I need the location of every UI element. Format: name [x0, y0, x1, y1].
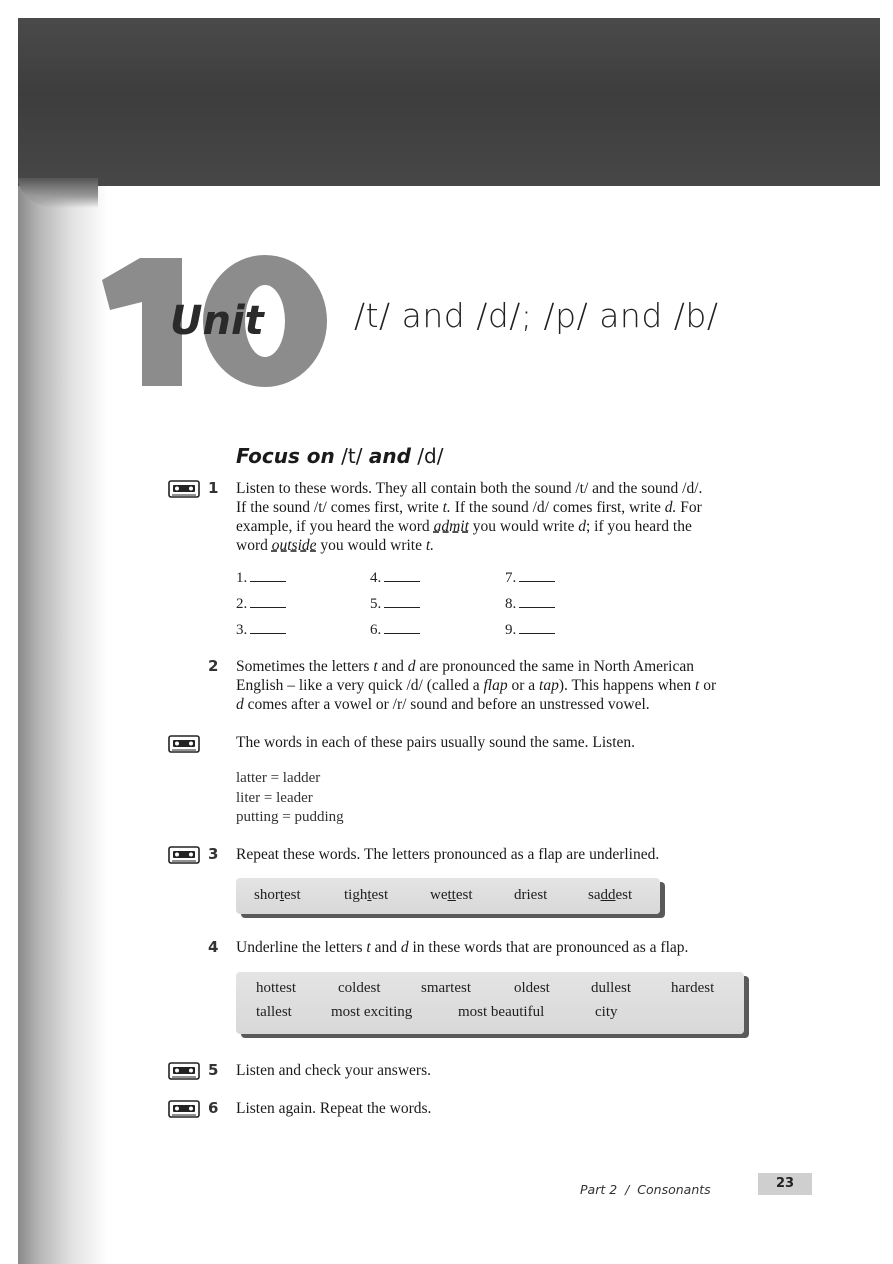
exercise-5-number: 5	[208, 1061, 219, 1079]
exercise-3-number: 3	[208, 845, 219, 863]
answer-blank[interactable]: 2.	[236, 596, 286, 613]
cassette-icon[interactable]	[168, 480, 200, 498]
unit-title: /t/ and /d/; /p/ and /b/	[354, 296, 719, 335]
exercise-6-number: 6	[208, 1099, 219, 1117]
exercise-3-instructions: Repeat these words. The letters pronounced as a flap are underlined.	[236, 846, 660, 863]
exercise-4-word-box	[236, 972, 744, 1034]
unit-label: Unit	[170, 298, 264, 344]
and-word: and	[368, 444, 411, 468]
flap-word: wettest	[430, 887, 473, 903]
flap-word: driest	[514, 887, 548, 903]
answer-blank[interactable]: 4.	[370, 570, 420, 587]
exercise-5-instructions: Listen and check your answers.	[236, 1062, 431, 1079]
ex1-line4: word outside you would write t.	[236, 537, 435, 554]
word-item[interactable]: most exciting	[331, 1004, 413, 1020]
cassette-icon[interactable]	[168, 1062, 200, 1080]
unit-badge	[100, 250, 340, 390]
answer-blank[interactable]: 9.	[505, 622, 555, 639]
exercise-4-instructions: Underline the letters t and d in these words that are pronounced as a flap.	[236, 939, 689, 956]
top-dark-band	[18, 18, 880, 186]
word-item[interactable]: dullest	[591, 980, 631, 996]
focus-prefix: Focus on	[236, 444, 335, 468]
flap-word: saddest	[588, 887, 633, 903]
ex1-line2: If the sound /t/ comes first, write t. If the sound /d/ comes first, write d. For	[236, 499, 702, 516]
answer-blank[interactable]: 5.	[370, 596, 420, 613]
word-item[interactable]: oldest	[514, 980, 550, 996]
book-spine-shadow	[18, 186, 108, 1264]
answer-blank[interactable]: 1.	[236, 570, 286, 587]
cassette-icon[interactable]	[168, 735, 200, 753]
word-item[interactable]: hardest	[671, 980, 715, 996]
ex2-line3: d comes after a vowel or /r/ sound and before an unstressed vowel.	[236, 696, 650, 713]
ex2-line2: English – like a very quick /d/ (called a flap or a tap). This happens when t or	[236, 677, 717, 694]
word-item[interactable]: city	[595, 1004, 618, 1020]
d-sound: /d/	[417, 444, 444, 468]
cassette-icon[interactable]	[168, 1100, 200, 1118]
word-pairs-list	[236, 769, 344, 828]
ex2-line1: Sometimes the letters t and d are pronounced the same in North American	[236, 658, 695, 675]
word-item[interactable]: tallest	[256, 1004, 292, 1020]
list-item: latter = ladder	[236, 770, 321, 786]
answer-blank[interactable]: 3.	[236, 622, 286, 639]
exercise-3-word-box	[236, 878, 660, 914]
exercise-4-number: 4	[208, 938, 219, 956]
list-item: liter = leader	[236, 789, 313, 806]
flap-word: tightest	[344, 887, 389, 903]
word-item[interactable]: most beautiful	[458, 1004, 545, 1020]
word-item[interactable]: coldest	[338, 980, 381, 996]
answer-blank[interactable]: 7.	[505, 570, 555, 587]
answer-blank[interactable]: 6.	[370, 622, 420, 639]
unit-number-graphic	[100, 250, 340, 390]
exercise-6-instructions: Listen again. Repeat the words.	[236, 1100, 432, 1117]
exercise-2-listen-text: The words in each of these pairs usually sound the same. Listen.	[236, 734, 636, 751]
exercise-2-number: 2	[208, 657, 219, 675]
list-item: putting = pudding	[236, 809, 344, 825]
flap-word: shortest	[254, 887, 301, 903]
section-heading	[236, 444, 443, 468]
footer-part-label: Part 2 / Consonants	[580, 1182, 711, 1197]
exercise-2-instructions	[236, 657, 810, 714]
answer-blank[interactable]: 8.	[505, 596, 555, 613]
page-number: 23	[758, 1173, 812, 1195]
t-sound: /t/	[341, 444, 363, 468]
word-item[interactable]: smartest	[421, 980, 471, 996]
exercise-1-instructions	[236, 479, 810, 555]
cassette-icon[interactable]	[168, 846, 200, 864]
ex1-line3: example, if you heard the word admit you would write d; if you heard the	[236, 518, 692, 535]
word-item[interactable]: hottest	[256, 980, 296, 996]
ex1-line1: Listen to these words. They all contain both the sound /t/ and the sound /d/.	[236, 480, 703, 497]
exercise-1-number: 1	[208, 479, 219, 497]
